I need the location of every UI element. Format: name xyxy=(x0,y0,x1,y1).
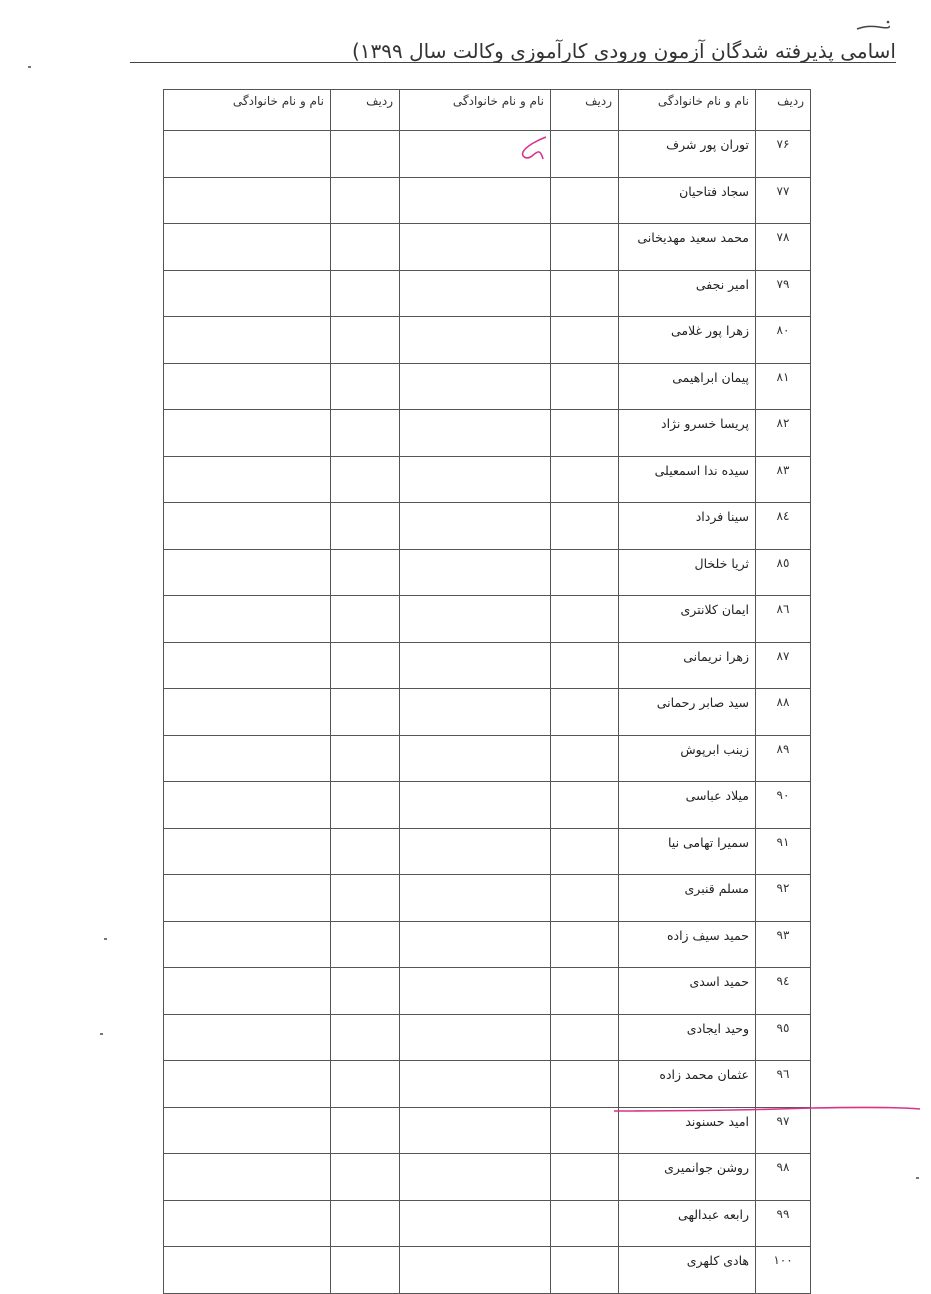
table-row xyxy=(164,689,811,736)
row-number: ۸۸ xyxy=(756,689,811,736)
candidate-name: پریسا خسرو نژاد xyxy=(619,410,756,457)
empty-name-cell xyxy=(400,270,551,317)
candidate-name: عثمان محمد زاده xyxy=(619,1061,756,1108)
empty-name-cell xyxy=(400,317,551,364)
empty-row-number xyxy=(331,1061,400,1108)
table-row xyxy=(164,410,811,457)
empty-name-cell xyxy=(400,503,551,550)
header-row-number: ردیف xyxy=(551,90,619,131)
row-number: ۷۶ xyxy=(756,131,811,178)
pink-end-line xyxy=(612,1100,922,1120)
empty-row-number xyxy=(331,1247,400,1294)
row-number: ۸۷ xyxy=(756,642,811,689)
header-full-name: نام و نام خانوادگی xyxy=(400,90,551,131)
candidate-name: سمیرا تهامی نیا xyxy=(619,828,756,875)
empty-row-number xyxy=(331,1107,400,1154)
candidate-name: زهرا پور غلامی xyxy=(619,317,756,364)
empty-row-number xyxy=(551,1200,619,1247)
empty-name-cell xyxy=(164,1154,331,1201)
row-number: ۷۹ xyxy=(756,270,811,317)
page-title: اسامی پذیرفته شدگان آزمون ورودی کارآموزی وکالت سال ۱۳۹۹) xyxy=(351,39,896,63)
empty-row-number xyxy=(331,1154,400,1201)
empty-name-cell xyxy=(400,735,551,782)
empty-row-number xyxy=(551,317,619,364)
empty-name-cell xyxy=(164,921,331,968)
empty-name-cell xyxy=(164,689,331,736)
candidate-name: سید صابر رحمانی xyxy=(619,689,756,736)
empty-row-number xyxy=(331,503,400,550)
row-number: ۸٥ xyxy=(756,549,811,596)
empty-row-number xyxy=(551,410,619,457)
candidate-name: حمید سیف زاده xyxy=(619,921,756,968)
candidate-name: امید حسنوند xyxy=(619,1107,756,1154)
candidate-name: وحید ایجادی xyxy=(619,1014,756,1061)
candidate-name: سینا فرداد xyxy=(619,503,756,550)
candidate-name: زینب ابرپوش xyxy=(619,735,756,782)
empty-row-number xyxy=(551,828,619,875)
empty-name-cell xyxy=(164,968,331,1015)
row-number: ۸۱ xyxy=(756,363,811,410)
empty-row-number xyxy=(331,689,400,736)
empty-row-number xyxy=(331,131,400,178)
header-full-name: نام و نام خانوادگی xyxy=(164,90,331,131)
empty-name-cell xyxy=(164,828,331,875)
empty-name-cell xyxy=(400,1154,551,1201)
empty-row-number xyxy=(551,921,619,968)
empty-row-number xyxy=(551,1061,619,1108)
empty-row-number xyxy=(551,131,619,178)
table-row xyxy=(164,642,811,689)
table-row xyxy=(164,131,811,178)
empty-name-cell xyxy=(164,317,331,364)
table-row xyxy=(164,177,811,224)
table-row xyxy=(164,782,811,829)
scan-speck xyxy=(28,66,31,68)
empty-row-number xyxy=(551,642,619,689)
header-full-name: نام و نام خانوادگی xyxy=(619,90,756,131)
empty-row-number xyxy=(551,456,619,503)
row-number: ۸۳ xyxy=(756,456,811,503)
empty-row-number xyxy=(331,782,400,829)
empty-row-number xyxy=(551,1014,619,1061)
scan-speck xyxy=(916,1177,919,1179)
empty-row-number xyxy=(551,1154,619,1201)
empty-row-number xyxy=(551,968,619,1015)
row-number: ۹۱ xyxy=(756,828,811,875)
empty-row-number xyxy=(331,828,400,875)
table-row xyxy=(164,1247,811,1294)
row-number: ۹۷ xyxy=(756,1107,811,1154)
pink-check-mark xyxy=(518,134,550,162)
empty-name-cell xyxy=(400,1014,551,1061)
candidate-name: روشن جوانمیری xyxy=(619,1154,756,1201)
row-number: ۹۰ xyxy=(756,782,811,829)
scribble-mark xyxy=(855,20,891,32)
candidate-name: هادی کلهری xyxy=(619,1247,756,1294)
empty-row-number xyxy=(331,363,400,410)
table-row xyxy=(164,503,811,550)
empty-name-cell xyxy=(164,363,331,410)
empty-name-cell xyxy=(164,177,331,224)
empty-row-number xyxy=(331,596,400,643)
empty-row-number xyxy=(331,549,400,596)
empty-name-cell xyxy=(164,1247,331,1294)
row-number: ۹۸ xyxy=(756,1154,811,1201)
empty-name-cell xyxy=(400,1247,551,1294)
empty-name-cell xyxy=(164,503,331,550)
candidate-name: توران پور شرف xyxy=(619,131,756,178)
table-row xyxy=(164,1014,811,1061)
table-row xyxy=(164,456,811,503)
empty-name-cell xyxy=(164,875,331,922)
row-number: ۹۳ xyxy=(756,921,811,968)
empty-name-cell xyxy=(164,1107,331,1154)
empty-row-number xyxy=(331,921,400,968)
table-row xyxy=(164,735,811,782)
row-number: ۸۰ xyxy=(756,317,811,364)
candidate-name: سیده ندا اسمعیلی xyxy=(619,456,756,503)
row-number: ۹٤ xyxy=(756,968,811,1015)
table-row xyxy=(164,875,811,922)
row-number: ۹۹ xyxy=(756,1200,811,1247)
empty-row-number xyxy=(331,1200,400,1247)
table-row xyxy=(164,1200,811,1247)
candidate-name: ثریا خلخال xyxy=(619,549,756,596)
empty-name-cell xyxy=(164,1200,331,1247)
candidate-name: حمید اسدی xyxy=(619,968,756,1015)
empty-name-cell xyxy=(400,921,551,968)
table-row xyxy=(164,1154,811,1201)
row-number: ۹۲ xyxy=(756,875,811,922)
candidate-name: ایمان کلانتری xyxy=(619,596,756,643)
empty-name-cell xyxy=(400,410,551,457)
candidate-name: محمد سعید مهدیخانی xyxy=(619,224,756,271)
empty-row-number xyxy=(331,317,400,364)
empty-row-number xyxy=(551,689,619,736)
scan-speck xyxy=(104,938,107,940)
row-number: ۸۹ xyxy=(756,735,811,782)
empty-row-number xyxy=(331,456,400,503)
empty-name-cell xyxy=(400,596,551,643)
empty-row-number xyxy=(331,177,400,224)
empty-row-number xyxy=(551,363,619,410)
row-number: ۷۷ xyxy=(756,177,811,224)
candidate-name: مسلم قنبری xyxy=(619,875,756,922)
empty-row-number xyxy=(331,642,400,689)
empty-name-cell xyxy=(400,1061,551,1108)
table-row xyxy=(164,596,811,643)
empty-row-number xyxy=(331,410,400,457)
empty-row-number xyxy=(551,735,619,782)
empty-name-cell xyxy=(400,689,551,736)
row-number: ۷۸ xyxy=(756,224,811,271)
empty-name-cell xyxy=(164,131,331,178)
candidate-name: زهرا نریمانی xyxy=(619,642,756,689)
empty-name-cell xyxy=(400,782,551,829)
empty-name-cell xyxy=(400,363,551,410)
empty-name-cell xyxy=(400,177,551,224)
empty-row-number xyxy=(551,177,619,224)
candidate-name: سجاد فتاحیان xyxy=(619,177,756,224)
row-number: ۸٤ xyxy=(756,503,811,550)
empty-name-cell xyxy=(164,642,331,689)
empty-row-number xyxy=(551,503,619,550)
empty-row-number xyxy=(331,875,400,922)
table-header-row xyxy=(164,90,811,131)
empty-name-cell xyxy=(164,1014,331,1061)
table-row xyxy=(164,363,811,410)
empty-row-number xyxy=(551,596,619,643)
candidate-name: امیر نجفی xyxy=(619,270,756,317)
empty-name-cell xyxy=(400,456,551,503)
empty-name-cell xyxy=(400,828,551,875)
candidate-name: رابعه عبدالهی xyxy=(619,1200,756,1247)
row-number: ۹٥ xyxy=(756,1014,811,1061)
scan-speck xyxy=(100,1033,103,1035)
empty-name-cell xyxy=(400,875,551,922)
title-underline xyxy=(130,62,896,63)
row-number: ۸۲ xyxy=(756,410,811,457)
header-row-number: ردیف xyxy=(331,90,400,131)
candidate-name: میلاد عباسی xyxy=(619,782,756,829)
row-number: ۹٦ xyxy=(756,1061,811,1108)
empty-name-cell xyxy=(400,224,551,271)
empty-name-cell xyxy=(400,968,551,1015)
empty-name-cell xyxy=(164,410,331,457)
table-row xyxy=(164,317,811,364)
empty-row-number xyxy=(551,875,619,922)
row-number: ۸٦ xyxy=(756,596,811,643)
empty-name-cell xyxy=(164,456,331,503)
empty-row-number xyxy=(551,224,619,271)
empty-row-number xyxy=(331,270,400,317)
table-row xyxy=(164,828,811,875)
empty-name-cell xyxy=(400,642,551,689)
empty-name-cell xyxy=(400,549,551,596)
table-row xyxy=(164,224,811,271)
empty-name-cell xyxy=(164,596,331,643)
table-row xyxy=(164,270,811,317)
table-row xyxy=(164,549,811,596)
empty-row-number xyxy=(331,735,400,782)
empty-row-number xyxy=(331,1014,400,1061)
empty-name-cell xyxy=(164,1061,331,1108)
empty-row-number xyxy=(551,1247,619,1294)
empty-name-cell xyxy=(164,549,331,596)
empty-name-cell xyxy=(400,1200,551,1247)
empty-row-number xyxy=(551,270,619,317)
table-row xyxy=(164,921,811,968)
empty-name-cell xyxy=(164,270,331,317)
empty-name-cell xyxy=(164,735,331,782)
header-row-number: ردیف xyxy=(756,90,811,131)
row-number: ۱۰۰ xyxy=(756,1247,811,1294)
candidate-name: پیمان ابراهیمی xyxy=(619,363,756,410)
empty-name-cell xyxy=(164,782,331,829)
empty-row-number xyxy=(331,224,400,271)
empty-name-cell xyxy=(164,224,331,271)
table-row xyxy=(164,968,811,1015)
empty-row-number xyxy=(551,782,619,829)
empty-row-number xyxy=(551,1107,619,1154)
empty-name-cell xyxy=(400,1107,551,1154)
empty-row-number xyxy=(331,968,400,1015)
empty-row-number xyxy=(551,549,619,596)
